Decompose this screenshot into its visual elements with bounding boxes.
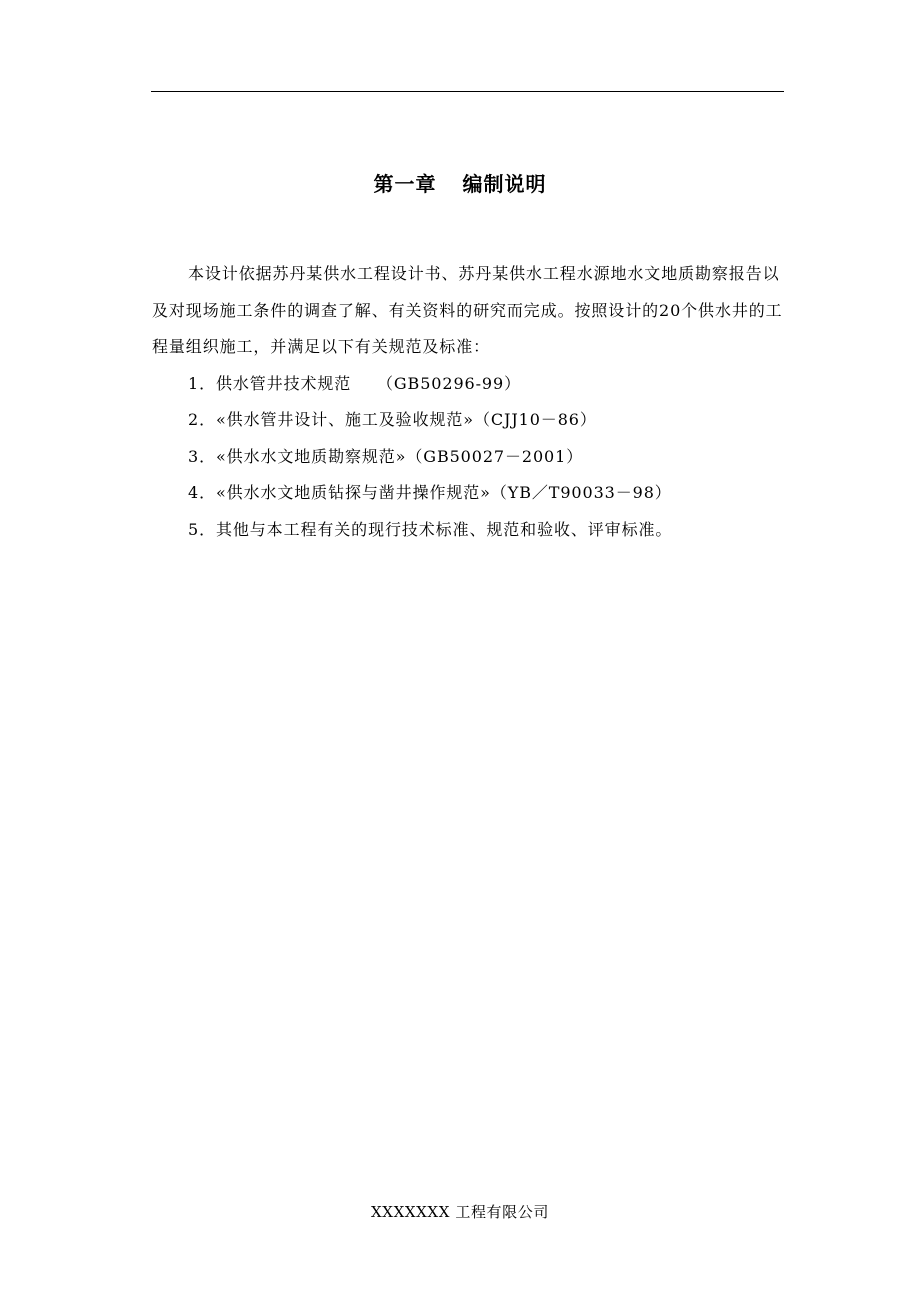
chapter-title [0,168,920,197]
chapter-name: 编制说明 [462,172,547,196]
page-footer: XXXXXXX 工程有限公司 [371,1203,549,1221]
standards-list [152,366,792,549]
standard-item-2: 2．«供水管井设计、施工及验收规范»（CJJ10－86） [188,410,597,429]
standard-item-5: 5．其他与本工程有关的现行技术标准、规范和验收、评审标准。 [188,519,673,539]
header-rule [151,91,784,92]
standard-item-4: 4．«供水水文地质钻探与凿井操作规范»（YB／T90033－98） [188,483,672,502]
intro-paragraph: 本设计依据苏丹某供水工程设计书、苏丹某供水工程水源地水文地质勘察报告以及对现场施工条件的调查了解、有关资料的研究而完成。按照设计的20个供水井的工程量组织施工，并满足以下有关规范及标准： [152,264,783,356]
body-text [152,256,792,548]
chapter-number: 第一章 [373,172,437,196]
standard-item-3: 3．«供水水文地质勘察规范»（GB50027－2001） [188,446,584,466]
standard-item-1: 1．供水管井技术规范 （GB50296-99） [188,373,521,393]
